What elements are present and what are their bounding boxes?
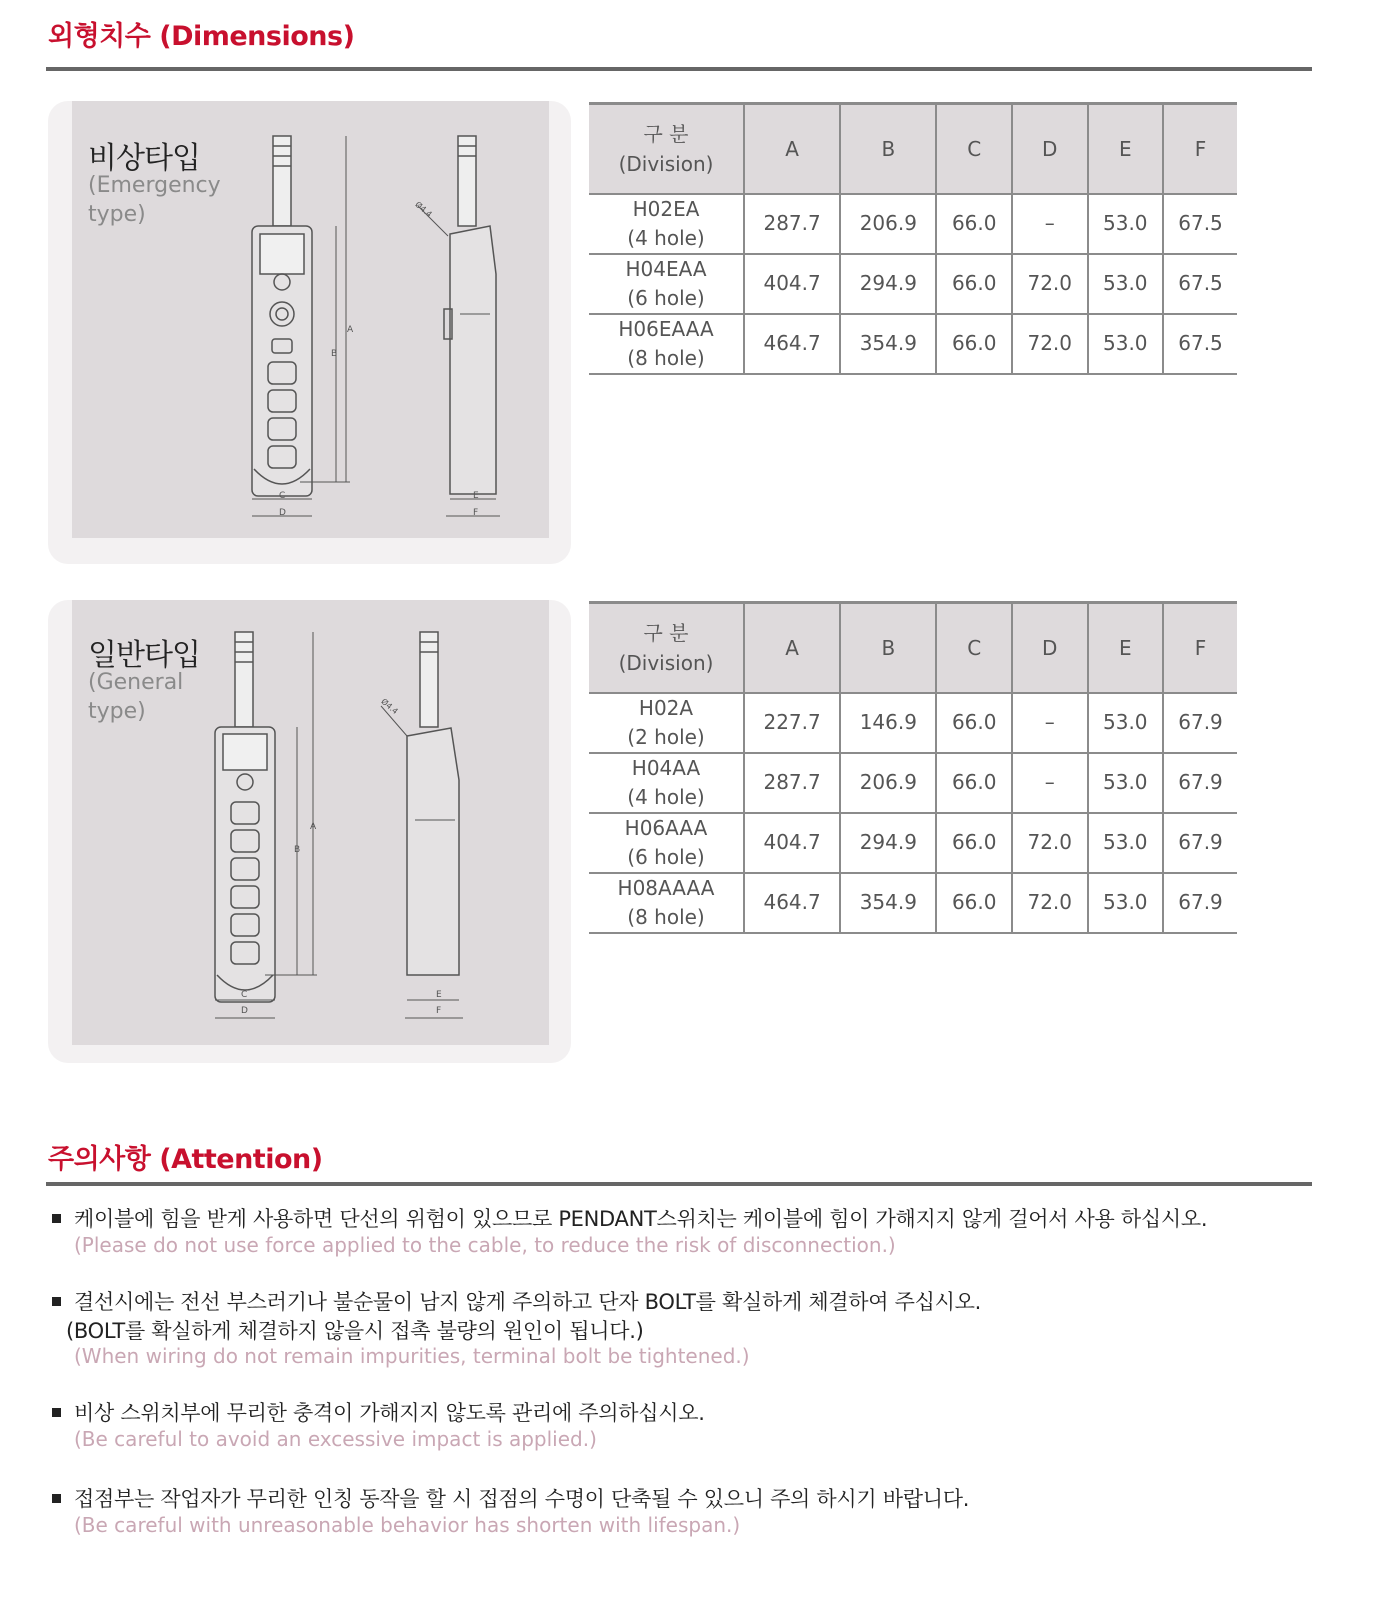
header-division: 구 분 (Division)	[589, 603, 744, 693]
value-c: 66.0	[936, 753, 1012, 813]
model-cell: H08AAAA (8 hole)	[589, 873, 744, 933]
table-header-row	[589, 104, 1237, 194]
note-english: (When wiring do not remain impurities, terminal bolt be tightened.)	[74, 1344, 750, 1368]
value-d: –	[1012, 194, 1088, 254]
general-side-view-drawing	[375, 630, 485, 1025]
value-d: –	[1012, 693, 1088, 753]
dim-label-b: B	[294, 845, 301, 855]
value-e: 53.0	[1088, 753, 1164, 813]
value-b: 294.9	[840, 254, 936, 314]
note-korean: 접점부는 작업자가 무리한 인칭 동작을 할 시 접점의 수명이 단축될 수 있으니 주의 하시기 바랍니다.	[74, 1487, 970, 1511]
table-row	[589, 753, 1237, 813]
value-d: 72.0	[1012, 314, 1088, 374]
emergency-type-subtitle: (Emergency type)	[88, 173, 221, 227]
value-a: 287.7	[744, 753, 840, 813]
value-f: 67.5	[1163, 314, 1237, 374]
value-e: 53.0	[1088, 813, 1164, 873]
header-f: F	[1163, 104, 1237, 194]
table-header-row	[589, 603, 1237, 693]
value-b: 206.9	[840, 753, 936, 813]
dim-label-a: A	[347, 325, 354, 335]
table-row	[589, 813, 1237, 873]
header-a: A	[744, 104, 840, 194]
dim-label-e: E	[473, 491, 479, 501]
value-a: 464.7	[744, 873, 840, 933]
value-e: 53.0	[1088, 254, 1164, 314]
model-cell: H02A (2 hole)	[589, 693, 744, 753]
value-f: 67.9	[1163, 873, 1237, 933]
table-row	[589, 194, 1237, 254]
bullet-icon	[52, 1297, 61, 1306]
dim-label-c: C	[241, 990, 248, 1000]
dim-label-a: A	[310, 822, 317, 832]
value-e: 53.0	[1088, 693, 1164, 753]
general-type-subtitle: (General type)	[88, 670, 184, 724]
value-a: 227.7	[744, 693, 840, 753]
note-korean: 케이블에 힘을 받게 사용하면 단선의 위험이 있으므로 PENDANT스위치는 케이블에 힘이 가해지지 않게 걸어서 사용 하십시오.	[74, 1207, 1208, 1231]
value-e: 53.0	[1088, 314, 1164, 374]
header-c: C	[936, 603, 1012, 693]
value-d: 72.0	[1012, 813, 1088, 873]
note-korean: 결선시에는 전선 부스러기나 불순물이 남지 않게 주의하고 단자 BOLT를 확실하게 체결하여 주십시오.	[74, 1290, 981, 1314]
header-d: D	[1012, 603, 1088, 693]
header-division: 구 분 (Division)	[589, 104, 744, 194]
dim-label-d: D	[279, 508, 286, 518]
emergency-front-view-drawing	[240, 134, 360, 524]
value-e: 53.0	[1088, 194, 1164, 254]
value-d: –	[1012, 753, 1088, 813]
bullet-icon	[52, 1494, 61, 1503]
dim-label-f: F	[436, 1006, 442, 1016]
bullet-icon	[52, 1408, 61, 1417]
dim-label-e: E	[436, 990, 442, 1000]
header-d: D	[1012, 104, 1088, 194]
general-type-title: 일반타입	[88, 638, 200, 673]
value-c: 66.0	[936, 813, 1012, 873]
header-c: C	[936, 104, 1012, 194]
general-dimensions-table	[589, 601, 1237, 934]
dim-label-phi: Ø4.4	[379, 696, 400, 717]
value-b: 294.9	[840, 813, 936, 873]
value-f: 67.9	[1163, 693, 1237, 753]
table-row	[589, 314, 1237, 374]
value-c: 66.0	[936, 314, 1012, 374]
value-f: 67.5	[1163, 254, 1237, 314]
emergency-type-title: 비상타입	[88, 141, 200, 176]
header-e: E	[1088, 603, 1164, 693]
general-front-view-drawing	[205, 630, 325, 1025]
attention-divider	[46, 1182, 1312, 1186]
header-f: F	[1163, 603, 1237, 693]
table-row	[589, 693, 1237, 753]
value-b: 354.9	[840, 314, 936, 374]
value-b: 354.9	[840, 873, 936, 933]
model-cell: H06EAAA (8 hole)	[589, 314, 744, 374]
table-row	[589, 873, 1237, 933]
model-cell: H04AA (4 hole)	[589, 753, 744, 813]
header-b: B	[840, 603, 936, 693]
dim-label-f: F	[473, 508, 479, 518]
value-d: 72.0	[1012, 254, 1088, 314]
dim-label-d: D	[241, 1006, 248, 1016]
model-cell: H02EA (4 hole)	[589, 194, 744, 254]
dim-label-phi: Ø4.4	[413, 199, 434, 220]
value-a: 404.7	[744, 254, 840, 314]
value-e: 53.0	[1088, 873, 1164, 933]
dim-label-c: C	[279, 491, 286, 501]
header-b: B	[840, 104, 936, 194]
table-row	[589, 254, 1237, 314]
value-a: 404.7	[744, 813, 840, 873]
note-english: (Be careful to avoid an excessive impact is applied.)	[74, 1427, 597, 1451]
attention-title: 주의사항 (Attention)	[48, 1144, 323, 1175]
dimensions-divider	[46, 67, 1312, 71]
model-cell: H06AAA (6 hole)	[589, 813, 744, 873]
bullet-icon	[52, 1214, 61, 1223]
emergency-side-view-drawing	[410, 134, 520, 524]
dim-label-b: B	[331, 349, 338, 359]
value-f: 67.9	[1163, 753, 1237, 813]
dimensions-title: 외형치수 (Dimensions)	[48, 21, 355, 52]
value-d: 72.0	[1012, 873, 1088, 933]
model-cell: H04EAA (6 hole)	[589, 254, 744, 314]
emergency-dimensions-table	[589, 102, 1237, 375]
value-f: 67.5	[1163, 194, 1237, 254]
value-c: 66.0	[936, 693, 1012, 753]
value-a: 287.7	[744, 194, 840, 254]
value-c: 66.0	[936, 194, 1012, 254]
note-korean-sub: (BOLT를 확실하게 체결하지 않을시 접촉 불량의 원인이 됩니다.)	[66, 1319, 644, 1343]
value-c: 66.0	[936, 873, 1012, 933]
value-b: 146.9	[840, 693, 936, 753]
note-korean: 비상 스위치부에 무리한 충격이 가해지지 않도록 관리에 주의하십시오.	[74, 1401, 705, 1425]
header-e: E	[1088, 104, 1164, 194]
value-b: 206.9	[840, 194, 936, 254]
note-english: (Please do not use force applied to the cable, to reduce the risk of disconnection.)	[74, 1233, 896, 1257]
header-a: A	[744, 603, 840, 693]
note-english: (Be careful with unreasonable behavior has shorten with lifespan.)	[74, 1513, 741, 1537]
value-c: 66.0	[936, 254, 1012, 314]
value-f: 67.9	[1163, 813, 1237, 873]
value-a: 464.7	[744, 314, 840, 374]
